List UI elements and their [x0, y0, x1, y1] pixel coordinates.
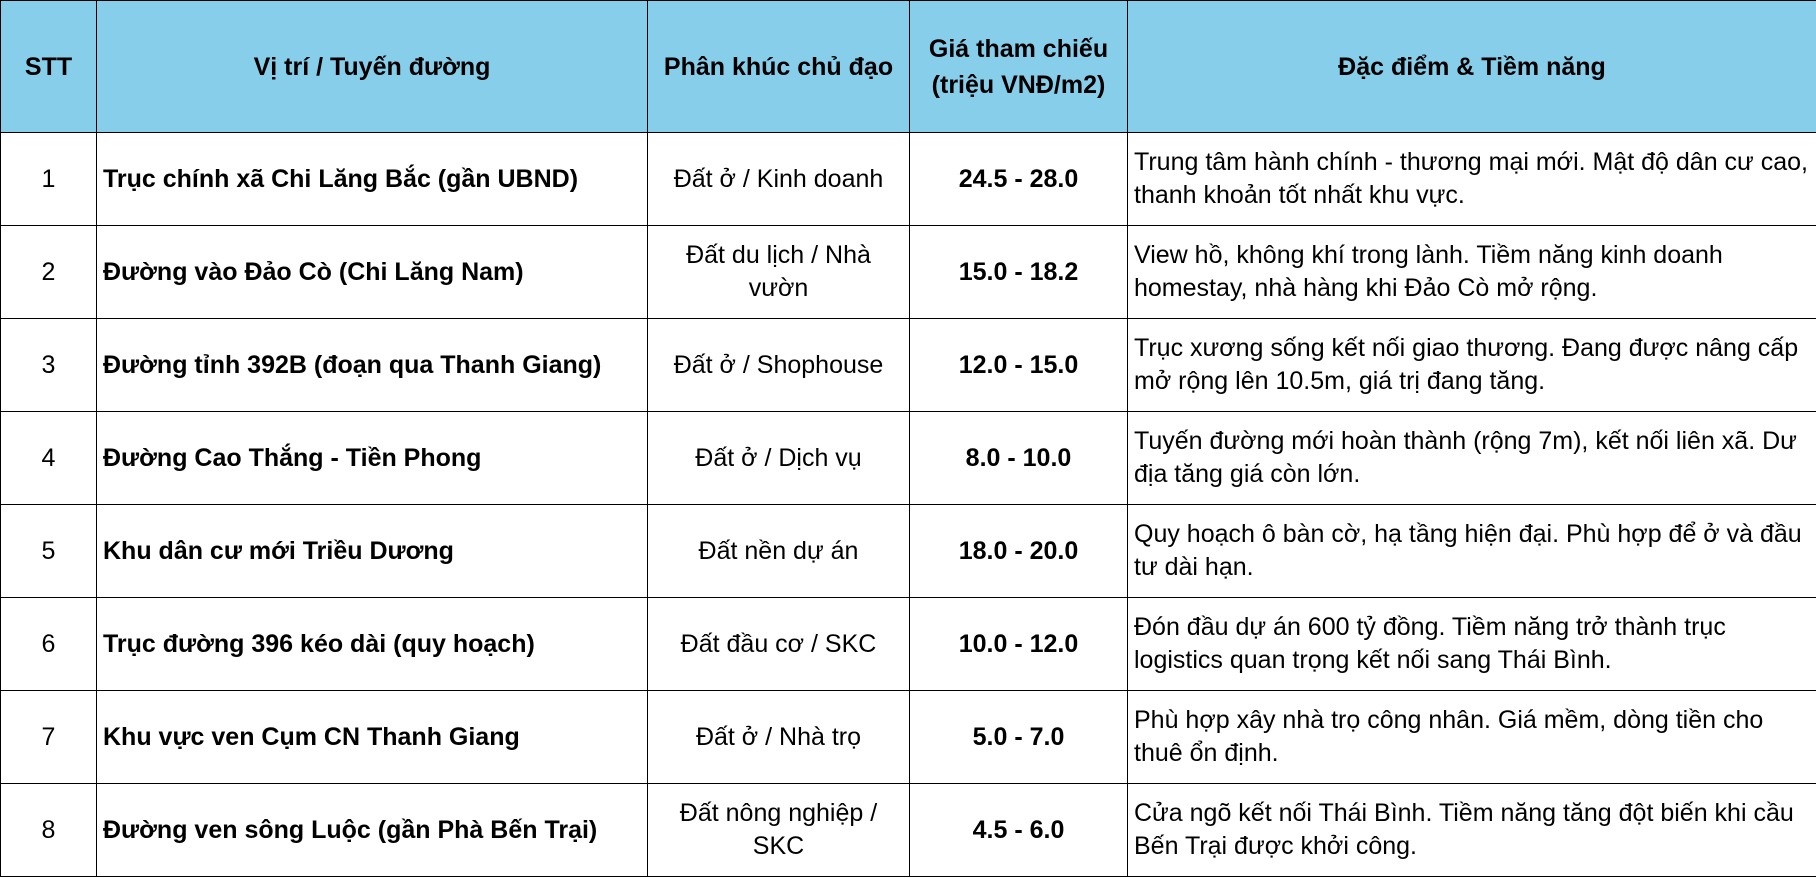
table-row — [1, 784, 1816, 877]
cell-stt: 5 — [1, 505, 97, 598]
cell-segment: Đất nền dự án — [648, 505, 910, 598]
cell-stt: 4 — [1, 412, 97, 505]
cell-segment: Đất ở / Dịch vụ — [648, 412, 910, 505]
cell-segment: Đất ở / Kinh doanh — [648, 133, 910, 226]
cell-price: 5.0 - 7.0 — [910, 691, 1128, 784]
cell-description: Đón đầu dự án 600 tỷ đồng. Tiềm năng trở thành trục logistics quan trọng kết nối sang Thái Bình. — [1128, 598, 1816, 691]
cell-stt: 3 — [1, 319, 97, 412]
cell-location: Đường tỉnh 392B (đoạn qua Thanh Giang) — [97, 319, 648, 412]
cell-description: Cửa ngõ kết nối Thái Bình. Tiềm năng tăng đột biến khi cầu Bến Trại được khởi công. — [1128, 784, 1816, 877]
cell-stt: 8 — [1, 784, 97, 877]
cell-location: Trục chính xã Chi Lăng Bắc (gần UBND) — [97, 133, 648, 226]
cell-price: 4.5 - 6.0 — [910, 784, 1128, 877]
header-row — [1, 1, 1816, 133]
table-row — [1, 598, 1816, 691]
cell-segment: Đất ở / Shophouse — [648, 319, 910, 412]
cell-stt: 7 — [1, 691, 97, 784]
cell-price: 15.0 - 18.2 — [910, 226, 1128, 319]
cell-location: Đường ven sông Luộc (gần Phà Bến Trại) — [97, 784, 648, 877]
cell-description: Phù hợp xây nhà trọ công nhân. Giá mềm, dòng tiền cho thuê ổn định. — [1128, 691, 1816, 784]
table-row — [1, 505, 1816, 598]
table-row — [1, 412, 1816, 505]
cell-price: 10.0 - 12.0 — [910, 598, 1128, 691]
cell-segment: Đất ở / Nhà trọ — [648, 691, 910, 784]
cell-price: 18.0 - 20.0 — [910, 505, 1128, 598]
cell-location: Đường Cao Thắng - Tiền Phong — [97, 412, 648, 505]
table-row — [1, 319, 1816, 412]
cell-stt: 6 — [1, 598, 97, 691]
cell-description: View hồ, không khí trong lành. Tiềm năng kinh doanh homestay, nhà hàng khi Đảo Cò mở rộng. — [1128, 226, 1816, 319]
table-row — [1, 691, 1816, 784]
cell-description: Quy hoạch ô bàn cờ, hạ tầng hiện đại. Phù hợp để ở và đầu tư dài hạn. — [1128, 505, 1816, 598]
header-description: Đặc điểm & Tiềm năng — [1128, 1, 1816, 133]
cell-segment: Đất nông nghiệp / SKC — [648, 784, 910, 877]
header-location: Vị trí / Tuyến đường — [97, 1, 648, 133]
cell-stt: 2 — [1, 226, 97, 319]
cell-location: Đường vào Đảo Cò (Chi Lăng Nam) — [97, 226, 648, 319]
cell-price: 8.0 - 10.0 — [910, 412, 1128, 505]
cell-location: Trục đường 396 kéo dài (quy hoạch) — [97, 598, 648, 691]
cell-location: Khu vực ven Cụm CN Thanh Giang — [97, 691, 648, 784]
cell-location: Khu dân cư mới Triều Dương — [97, 505, 648, 598]
cell-description: Tuyến đường mới hoàn thành (rộng 7m), kết nối liên xã. Dư địa tăng giá còn lớn. — [1128, 412, 1816, 505]
cell-stt: 1 — [1, 133, 97, 226]
header-segment: Phân khúc chủ đạo — [648, 1, 910, 133]
header-stt: STT — [1, 1, 97, 133]
cell-price: 24.5 - 28.0 — [910, 133, 1128, 226]
cell-description: Trung tâm hành chính - thương mại mới. Mật độ dân cư cao, thanh khoản tốt nhất khu vực. — [1128, 133, 1816, 226]
header-price: Giá tham chiếu (triệu VNĐ/m2) — [910, 1, 1128, 133]
table-row — [1, 133, 1816, 226]
cell-segment: Đất đầu cơ / SKC — [648, 598, 910, 691]
table-row — [1, 226, 1816, 319]
cell-segment: Đất du lịch / Nhà vườn — [648, 226, 910, 319]
cell-description: Trục xương sống kết nối giao thương. Đang được nâng cấp mở rộng lên 10.5m, giá trị đang tăng. — [1128, 319, 1816, 412]
cell-price: 12.0 - 15.0 — [910, 319, 1128, 412]
